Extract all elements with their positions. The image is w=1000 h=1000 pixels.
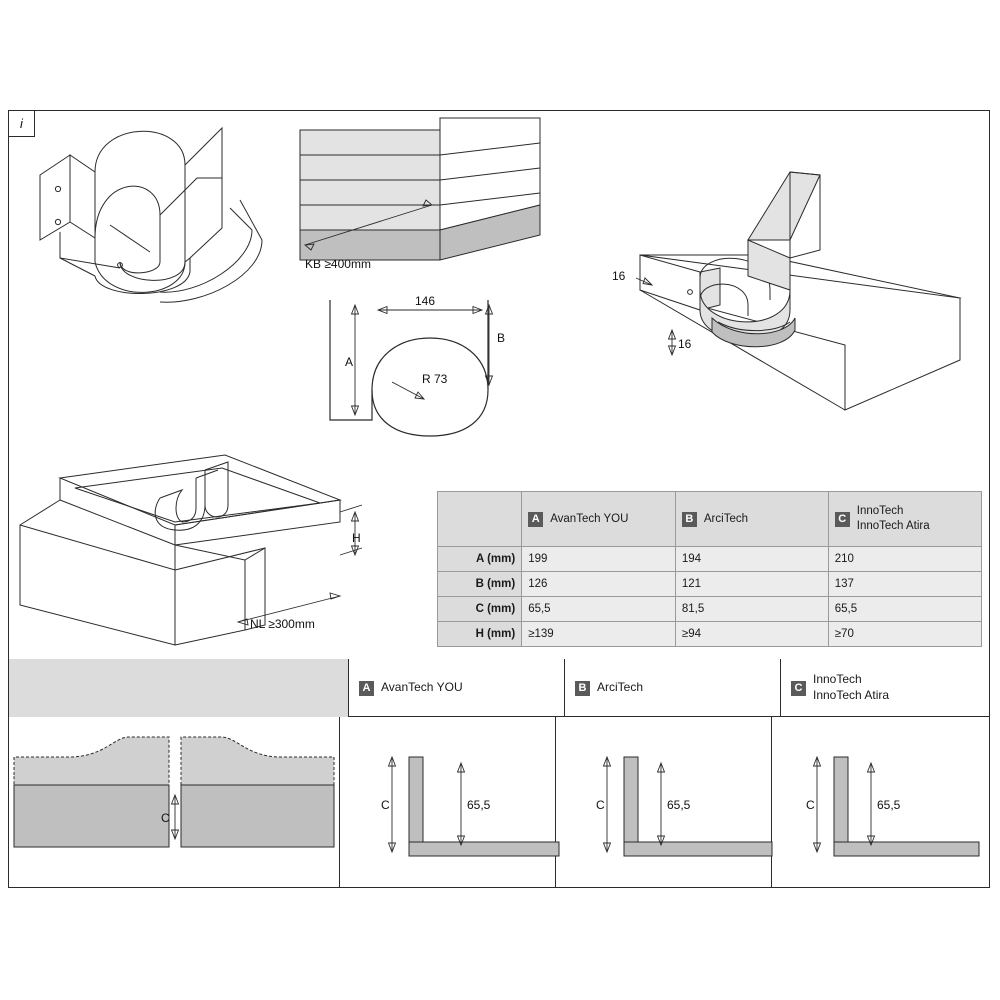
- spec-column-c: [828, 492, 981, 547]
- spec-row-label-c: C (mm): [438, 597, 522, 622]
- table-row: [438, 547, 982, 572]
- spec-column-c-title: [857, 504, 930, 534]
- badge-a: A: [528, 512, 543, 527]
- spec-c-avantech: 65,5: [522, 597, 676, 622]
- detail-b: [596, 757, 772, 856]
- spec-a-arcitech: 194: [675, 547, 828, 572]
- spec-table-corner: [438, 492, 522, 547]
- detail-left-c-label: C: [161, 811, 170, 825]
- badge-b: B: [682, 512, 697, 527]
- detail-c-value: 65,5: [877, 798, 901, 812]
- spec-column-a-title: AvanTech YOU: [550, 512, 629, 525]
- dim-a-label: A: [345, 355, 354, 369]
- spec-c-innotech: 65,5: [828, 597, 981, 622]
- spec-row-label-b: B (mm): [438, 572, 522, 597]
- badge-b-lower: B: [575, 681, 590, 696]
- lower-detail-row: [9, 717, 989, 887]
- spec-h-innotech: ≥70: [828, 622, 981, 647]
- badge-c: C: [835, 512, 850, 527]
- dim-b-label: B: [497, 331, 506, 345]
- info-icon: i: [9, 111, 35, 137]
- lower-detail-svg: [9, 717, 989, 889]
- detail-a-value: 65,5: [467, 798, 491, 812]
- spec-c-arcitech: 81,5: [675, 597, 828, 622]
- detail-a: [381, 757, 559, 856]
- spec-b-innotech: 137: [828, 572, 981, 597]
- badge-c-lower: C: [791, 681, 806, 696]
- dim-16-top-label: 16: [612, 269, 626, 283]
- lower-band-a-title: AvanTech YOU: [381, 680, 463, 695]
- dim-radius-label: R 73: [422, 372, 448, 386]
- table-row: [438, 597, 982, 622]
- lower-band-c-title-line1: InnoTech: [813, 672, 862, 687]
- lower-band-b-title: ArciTech: [597, 680, 644, 695]
- badge-a-lower: A: [359, 681, 374, 696]
- spec-column-b-title: ArciTech: [703, 512, 748, 525]
- spec-h-arcitech: ≥94: [675, 622, 828, 647]
- dim-16-bottom-label: 16: [678, 337, 692, 351]
- detail-b-c-label: C: [596, 798, 605, 812]
- spec-row-label-h: H (mm): [438, 622, 522, 647]
- dim-h-label: H: [352, 531, 361, 545]
- detail-left-section: [14, 737, 334, 847]
- dim-146-label: 146: [415, 294, 436, 308]
- drawing-drawer: [20, 455, 362, 645]
- drawing-top-left-bracket: [40, 128, 262, 302]
- spec-b-arcitech: 121: [675, 572, 828, 597]
- spec-table-header-row: [438, 492, 982, 547]
- spec-column-b: [675, 492, 828, 547]
- detail-b-value: 65,5: [667, 798, 691, 812]
- table-row: [438, 572, 982, 597]
- lower-band-c-title: [813, 672, 889, 703]
- lower-band-c: [781, 659, 989, 717]
- drawing-cabinet: [300, 118, 540, 271]
- spec-column-c-title-line2: InnoTech Atira: [856, 520, 930, 532]
- spec-h-avantech: ≥139: [522, 622, 676, 647]
- lower-band-blank: [9, 659, 348, 717]
- spec-a-innotech: 210: [828, 547, 981, 572]
- lower-band-a: [349, 659, 564, 717]
- spec-a-avantech: 199: [522, 547, 676, 572]
- spec-row-label-a: A (mm): [438, 547, 522, 572]
- detail-a-c-label: C: [381, 798, 390, 812]
- detail-c: [806, 757, 979, 856]
- lower-band-b: [565, 659, 780, 717]
- spec-column-c-title-line1: InnoTech: [856, 505, 904, 518]
- drawing-u-profile: [330, 294, 505, 436]
- detail-c-c-label: C: [806, 798, 815, 812]
- spec-b-avantech: 126: [522, 572, 676, 597]
- spec-table: [437, 491, 982, 647]
- dim-kb-label: KB ≥400mm: [305, 257, 371, 271]
- drawing-right-shelf: [612, 172, 960, 410]
- table-row: [438, 622, 982, 647]
- lower-band-c-title-line2: InnoTech Atira: [813, 688, 890, 702]
- lower-band: [9, 659, 989, 717]
- spec-column-a: [522, 492, 676, 547]
- dim-nl-label: NL ≥300mm: [250, 617, 315, 631]
